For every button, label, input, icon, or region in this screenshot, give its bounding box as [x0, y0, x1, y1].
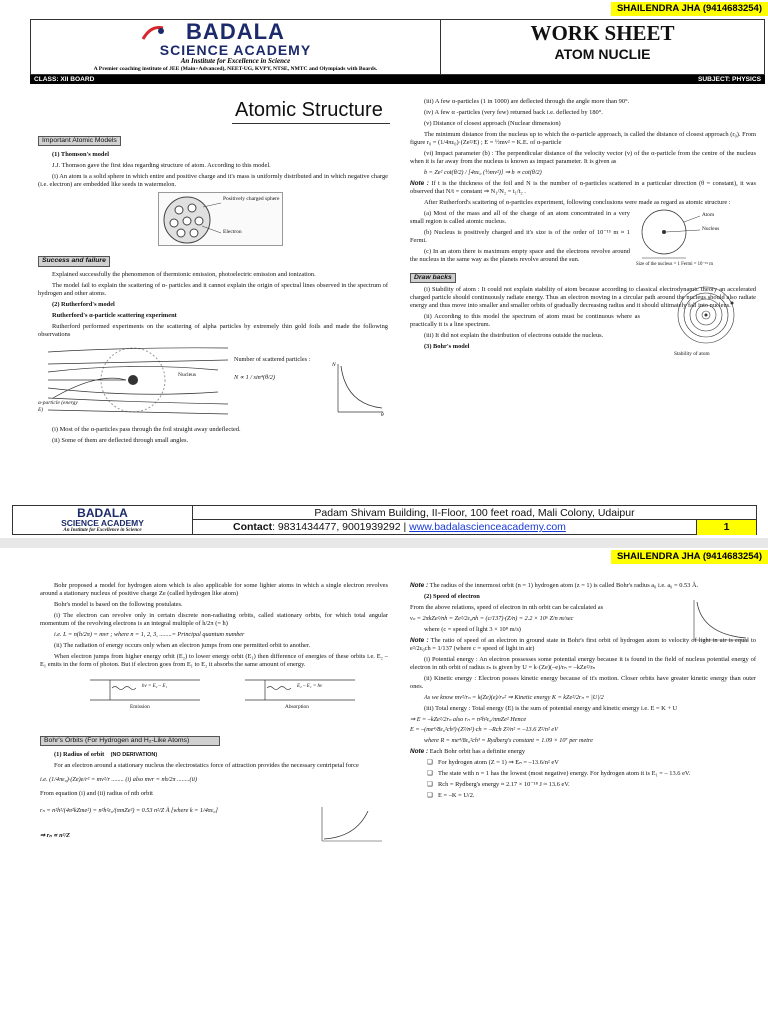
emission-absorption-figure [40, 672, 388, 714]
worksheet-topic: ATOM NUCLIE [554, 46, 651, 62]
footer-logo [13, 506, 193, 534]
thickness-note: If t is the thickness of the foil and N is the number of α-particles scattered in a particular direction (θ = constant), it was observed that N/t = constant ⇒ N₁/N₂ = t₁/t₂ . [410, 179, 756, 195]
bohr-title: (3) Bohr's model [424, 343, 470, 351]
fig1-label-sphere: Positively charged sphere [223, 196, 280, 203]
note-label-2: Note : [410, 582, 429, 589]
potential-energy: (i) Potential energy : An electron possesses some potential energy because it is found in the field of nucleus potential energy of electron in nth orbit of radius rₙ is given by U = k·(Ze)(–e)/rₙ = –kZe²/rₙ [410, 655, 756, 671]
worksheet-title-box [441, 20, 764, 74]
total-eq-2: E = –(me⁴/8ε₀²ch³)·(Z²/n²)·ch = –Rch Z²/n² = –13.6 Z²/n² eV [410, 726, 558, 734]
fig2-count-label: Number of scattered particles : [234, 355, 311, 363]
atom-nucleus-diagram [636, 206, 756, 262]
postulate-3: When electron jumps from higher energy orbit (E₂) to lower energy orbit (E₁) then difference of energies of these orbits i.e. E₂ – E₁ emits in the form of photon. But if electron goes from E₁ to E₂ it absorbs the same amount of energy. [40, 652, 388, 668]
fig2-axis-n: N [332, 361, 336, 368]
radius-title: (1) Radius of orbit [54, 751, 105, 759]
drawback-2: (ii) According to this model the spectrum of atom must be continuous where as practically it is a line spectrum. [410, 313, 640, 329]
spiral-figure [656, 283, 756, 363]
kinetic-energy: (ii) Kinetic energy : Electron posses kinetic energy because of it's motion. Closer orbits have greater kinetic energy than outer ones. [410, 674, 756, 690]
brand-name: BADALA [186, 19, 285, 44]
energy-levels-diagram [40, 672, 388, 708]
p2-left-column [40, 582, 388, 849]
postulate-1: (i) The electron can revolve only in certain discrete non-radiating orbits, called stationary orbits, for which total angular momentum of the revolving electrons is an integral multiple of h/2π (= ħ) [40, 612, 388, 627]
logo-swoosh-icon [141, 25, 165, 41]
academy-logo [31, 20, 441, 74]
rutherford-title: (2) Rutherford's model [52, 300, 115, 308]
section-success-failure: Success and failure [38, 256, 110, 266]
fig2-nucleus-label: Nucleus [178, 371, 197, 378]
p2-right-column [410, 582, 756, 803]
force-eq: i.e. (1/4πε₀)·(Ze)e/r² = mv²/r ........ (i) also mvr = nh/2π ........(ii) [40, 776, 198, 784]
impact-eq: b = Ze² cot(θ/2) / [4πε₀ (½mv²)] ⇒ b ∝ cot(θ/2) [424, 169, 542, 176]
radius-intro: For an electron around a stationary nucleus the electrostatics force of attraction provides the necessary centripetal force [54, 762, 359, 770]
radius-from-eq: From equation (i) and (ii) radius of nth orbit [40, 789, 153, 797]
author-tag-2: SHAILENDRA JHA (9414683254) [611, 550, 768, 564]
speed-intro: From the above relations, speed of electron in nth orbit can be calculated as [410, 604, 604, 611]
success-p1: Explained successfully the phenomenon of thermionic emission, photoelectric emission and ionization. [52, 270, 316, 278]
nucleus-figure [636, 206, 756, 276]
footer-tagline: An Institute for Excellence in Science [63, 528, 142, 533]
observation-1: (i) Most of the α-particles pass through the foil straight away undeflected. [52, 425, 241, 433]
right-column [410, 98, 756, 358]
conclusion-a: (a) Most of the mass and all of the charge of an atom concentrated in a very small region is called atomic nucleus. [410, 209, 630, 225]
conclusions-block [410, 209, 756, 267]
rydberg-eq: where R = me⁴/8ε₀²ch³ = Rydberg's constant = 1.09 × 10⁷ per metre [424, 737, 593, 744]
footer-brand: BADALA [77, 506, 128, 520]
scattering-figure [38, 342, 388, 420]
subject-label: SUBJECT: PHYSICS [697, 76, 761, 83]
fig2-axis-theta: θ [381, 411, 384, 418]
scattering-diagram [38, 342, 388, 420]
bohr-intro: Bohr proposed a model for hydrogen atom which is also applicable for some lighter atoms in which a single electron revolves around a stationary nucleus of positive charge Ze (called hydrogen like atom) [40, 582, 388, 597]
drawbacks-block-2 [410, 313, 756, 358]
conclusion-c: (c) In an atom there is maximum empty space and the electrons revolve around the nucleus in the same way as the planets revolve around the sun. [410, 247, 630, 263]
worksheet-title: WORK SHEET [530, 21, 675, 45]
note-label-3: Note : [410, 636, 429, 644]
left-column [38, 136, 388, 448]
note-label-4: Note : [410, 747, 429, 755]
contact-numbers: : 9831434477, 9001939292 | [272, 521, 407, 533]
drawback-1: (i) Stability of atom : It could not explain stability of atom because according to classical electrodynamic theory an accelerated charged particle should continuously radiate energy. Thus an electron moving in a circular path around the nucleus should also radiate energy and thus move into smaller and smaller orbits of gradually decreasing radius and it should ultimately fall into nucleus. [410, 286, 756, 310]
radius-proportional: ⇒ rₙ ∝ n²/Z [40, 831, 70, 839]
impact-parameter: (vi) Impact parameter (b) : The perpendicular distance of the velocity vector (v) of the α-particle from the centre of the nucleus when it is far away from the nucleus is known as impact parameter. It is given as [410, 150, 756, 165]
obs-3: (iii) A few α-particles (1 in 1000) are deflected through the angle more than 90°. [424, 98, 630, 105]
definite-energy-note: Each Bohr orbit has a definite energy [429, 747, 526, 755]
obs-4: (iv) A few α -particles (very few) returned back i.e. deflected by 180°. [424, 109, 603, 116]
rutherford-p: Rutherford performed experiments on the scattering of alpha particles by extremely thin gold foils and made the following observations [38, 322, 388, 338]
section-bohr-orbits: Bohr's Orbits (For Hydrogen and H₂-Like Atoms) [40, 736, 220, 746]
footer-contact-row [193, 520, 756, 535]
section-drawbacks: Draw backs [410, 273, 456, 283]
absorption-eq: E₂ – E₁ = hν [297, 683, 323, 689]
rutherford-subtitle: Rutherford's α-particle scattering experiment [52, 311, 177, 319]
conclusions-intro: After Rutherford's scattering of α-particles experiment, following conclusions were made as regard as atomic structure : [424, 198, 731, 206]
emission-eq: hν = E₂ – E₁ [142, 683, 168, 689]
total-eq-1: ⇒ E = –kZe²/2rₙ also rₙ = n²h²ε₀/πmZe² Hence [410, 715, 527, 723]
radius-eq: rₙ = n²h²/(4π²kZme²) = n²h²ε₀/(πmZe²) = 0.53 n²/Z Å [where k = 1/4πε₀] [40, 806, 218, 814]
thomson-p1: J.J. Thomson gave the first idea regarding structure of atom. According to this model. [52, 162, 271, 170]
fig2-formula: N ∝ 1 / sin⁴(θ/2) [234, 373, 275, 381]
class-label: CLASS: XII BOARD [34, 76, 95, 83]
bullet-3: ❏ Rch = Rydberg's energy ≈ 2.17 × 10⁻¹⁸ J ≈ 13.6 eV. [424, 781, 756, 789]
footer-info [193, 506, 756, 534]
brand-subname: SCIENCE ACADEMY [159, 42, 312, 58]
speed-light-note: where (c = speed of light 3 × 10⁸ m/s) [424, 625, 521, 633]
total-energy: (iii) Total energy : Total energy (E) is the sum of potential energy and kinetic energy i.e. E = K + U [424, 704, 678, 712]
speed-graph [688, 598, 752, 644]
brand-tagline: An Institute for Excellence in Science [180, 57, 291, 65]
bullet-2: ❏ The state with n = 1 has the lowest (most negative) energy. For hydrogen atom it is E₁ = – 13.6 eV. [424, 770, 756, 778]
thomson-p2: (i) An atom is a solid sphere in which entire and positive charge and it's mass is uniformly distributed and in which negative charge (i.e. electron) are embedded like seeds in watermelon. [38, 173, 388, 189]
absorption-label: Absorption [285, 703, 309, 710]
worksheet-page-2 [0, 548, 768, 1024]
postulate-2: (ii) The radiation of energy occurs only when an electron jumps from one permitted orbit to another. [54, 641, 311, 649]
radius-eq-block [40, 801, 388, 849]
contact-label: Contact [233, 521, 273, 533]
bohr-postulates: Bohr's model is based on the following postulates. [54, 601, 183, 608]
spiral-diagram [656, 283, 756, 349]
note-label: Note : [410, 179, 429, 187]
angular-momentum-eq: i.e. L = n(h/2π) = mvr ; where n = 1, 2, 3, ........= Principal quantum number [54, 631, 245, 638]
page-footer [12, 505, 757, 535]
radius-graph [316, 805, 386, 845]
fig3-size-label: Size of the nucleus = 1 Fermi = 10⁻¹⁵ m [636, 261, 713, 267]
success-p2: The model fail to explain the scattering of α- particles and it cannot explain the origin of spectral lines observed in the spectrum of hydrogen and other atoms. [38, 281, 388, 297]
fig4-label: Stability of atom [674, 351, 710, 358]
radius-note: (NO DERIVATION) [110, 752, 158, 759]
section-important-models: Important Atomic Models [38, 136, 121, 146]
page-number: 1 [696, 520, 756, 535]
footer-brand2: SCIENCE ACADEMY [61, 518, 144, 528]
thomson-figure [158, 192, 283, 246]
page-heading: Atomic Structure [235, 99, 383, 121]
header [30, 19, 765, 75]
bullet-1: ❏ For hydrogen atom (Z = 1) ⇒ Eₙ = –13.6/n² eV [424, 759, 756, 767]
footer-address: Padam Shivam Building, II-Floor, 100 feet road, Mali Colony, Udaipur [193, 506, 756, 520]
emission-label: Emission [130, 703, 150, 710]
fig3-atom-label: Atom [702, 211, 715, 218]
closest-approach: The minimum distance from the nucleus up to which the α-particle approach, is called the distance of closest approach (r₀). From figure r₀ = (1/4πε₀)·(Ze²/E) ; E = ½mv² = K.E. of α-particle [410, 131, 756, 146]
thomson-title: (1) Thomson's model [52, 151, 110, 159]
author-tag: SHAILENDRA JHA (9414683254) [611, 2, 768, 16]
speed-block [410, 604, 756, 634]
website-link[interactable]: www.badalascienceacademy.com [409, 521, 566, 533]
speed-ratio-note: The ratio of speed of an electron in ground state in Bohr's first orbit of hydrogen atom to velocity of light in air is equal to e²/2ε₀ch = 1/137 (where c = speed of light in air) [410, 636, 757, 652]
class-bar [30, 75, 765, 84]
speed-eq: vₙ = 2πkZe²/nh = Ze²/2ε₀nh = (c/137)·(Z/n) = 2.2 × 10⁶ Z/n m/sec [410, 615, 574, 622]
speed-title: (2) Speed of electron [424, 593, 480, 600]
heading-rule [232, 123, 390, 124]
obs-5: (v) Distance of closest approach (Nuclear dimension) [424, 120, 561, 127]
drawback-3: (iii) It did not explain the distribution of electrons outside the nucleus. [424, 332, 604, 340]
bullet-4: ❏ E = –K = U/2. [424, 792, 756, 800]
fig1-label-electron: Electron [223, 229, 242, 236]
conclusion-b: (b) Nucleus is positively charged and it's size is of the order of 10⁻¹⁵ m ≈ 1 Fermi. [410, 228, 630, 244]
fig2-alpha-label: α-particle (energy E) [38, 399, 78, 413]
brand-subline: A Premier coaching institute of JEE (Main+Advanced), NEET-UG, KVPY, NTSE, NMTC and Olympiads with Boards. [93, 65, 378, 72]
kinetic-eq: As we know mv²/rₙ = k(Ze)(e)/rₙ² ⇒ Kinetic energy K = kZe²/2rₙ = |U|/2 [424, 693, 604, 701]
bohr-radius-note: The radius of the innermost orbit (n = 1) hydrogen atom (z = 1) is called Bohr's radius a₀ i.e. a₀ = 0.53 Å. [429, 582, 699, 589]
fig3-nucleus-label: Nucleus [702, 225, 720, 232]
observation-2: (ii) Some of them are deflected through small angles. [52, 436, 189, 444]
